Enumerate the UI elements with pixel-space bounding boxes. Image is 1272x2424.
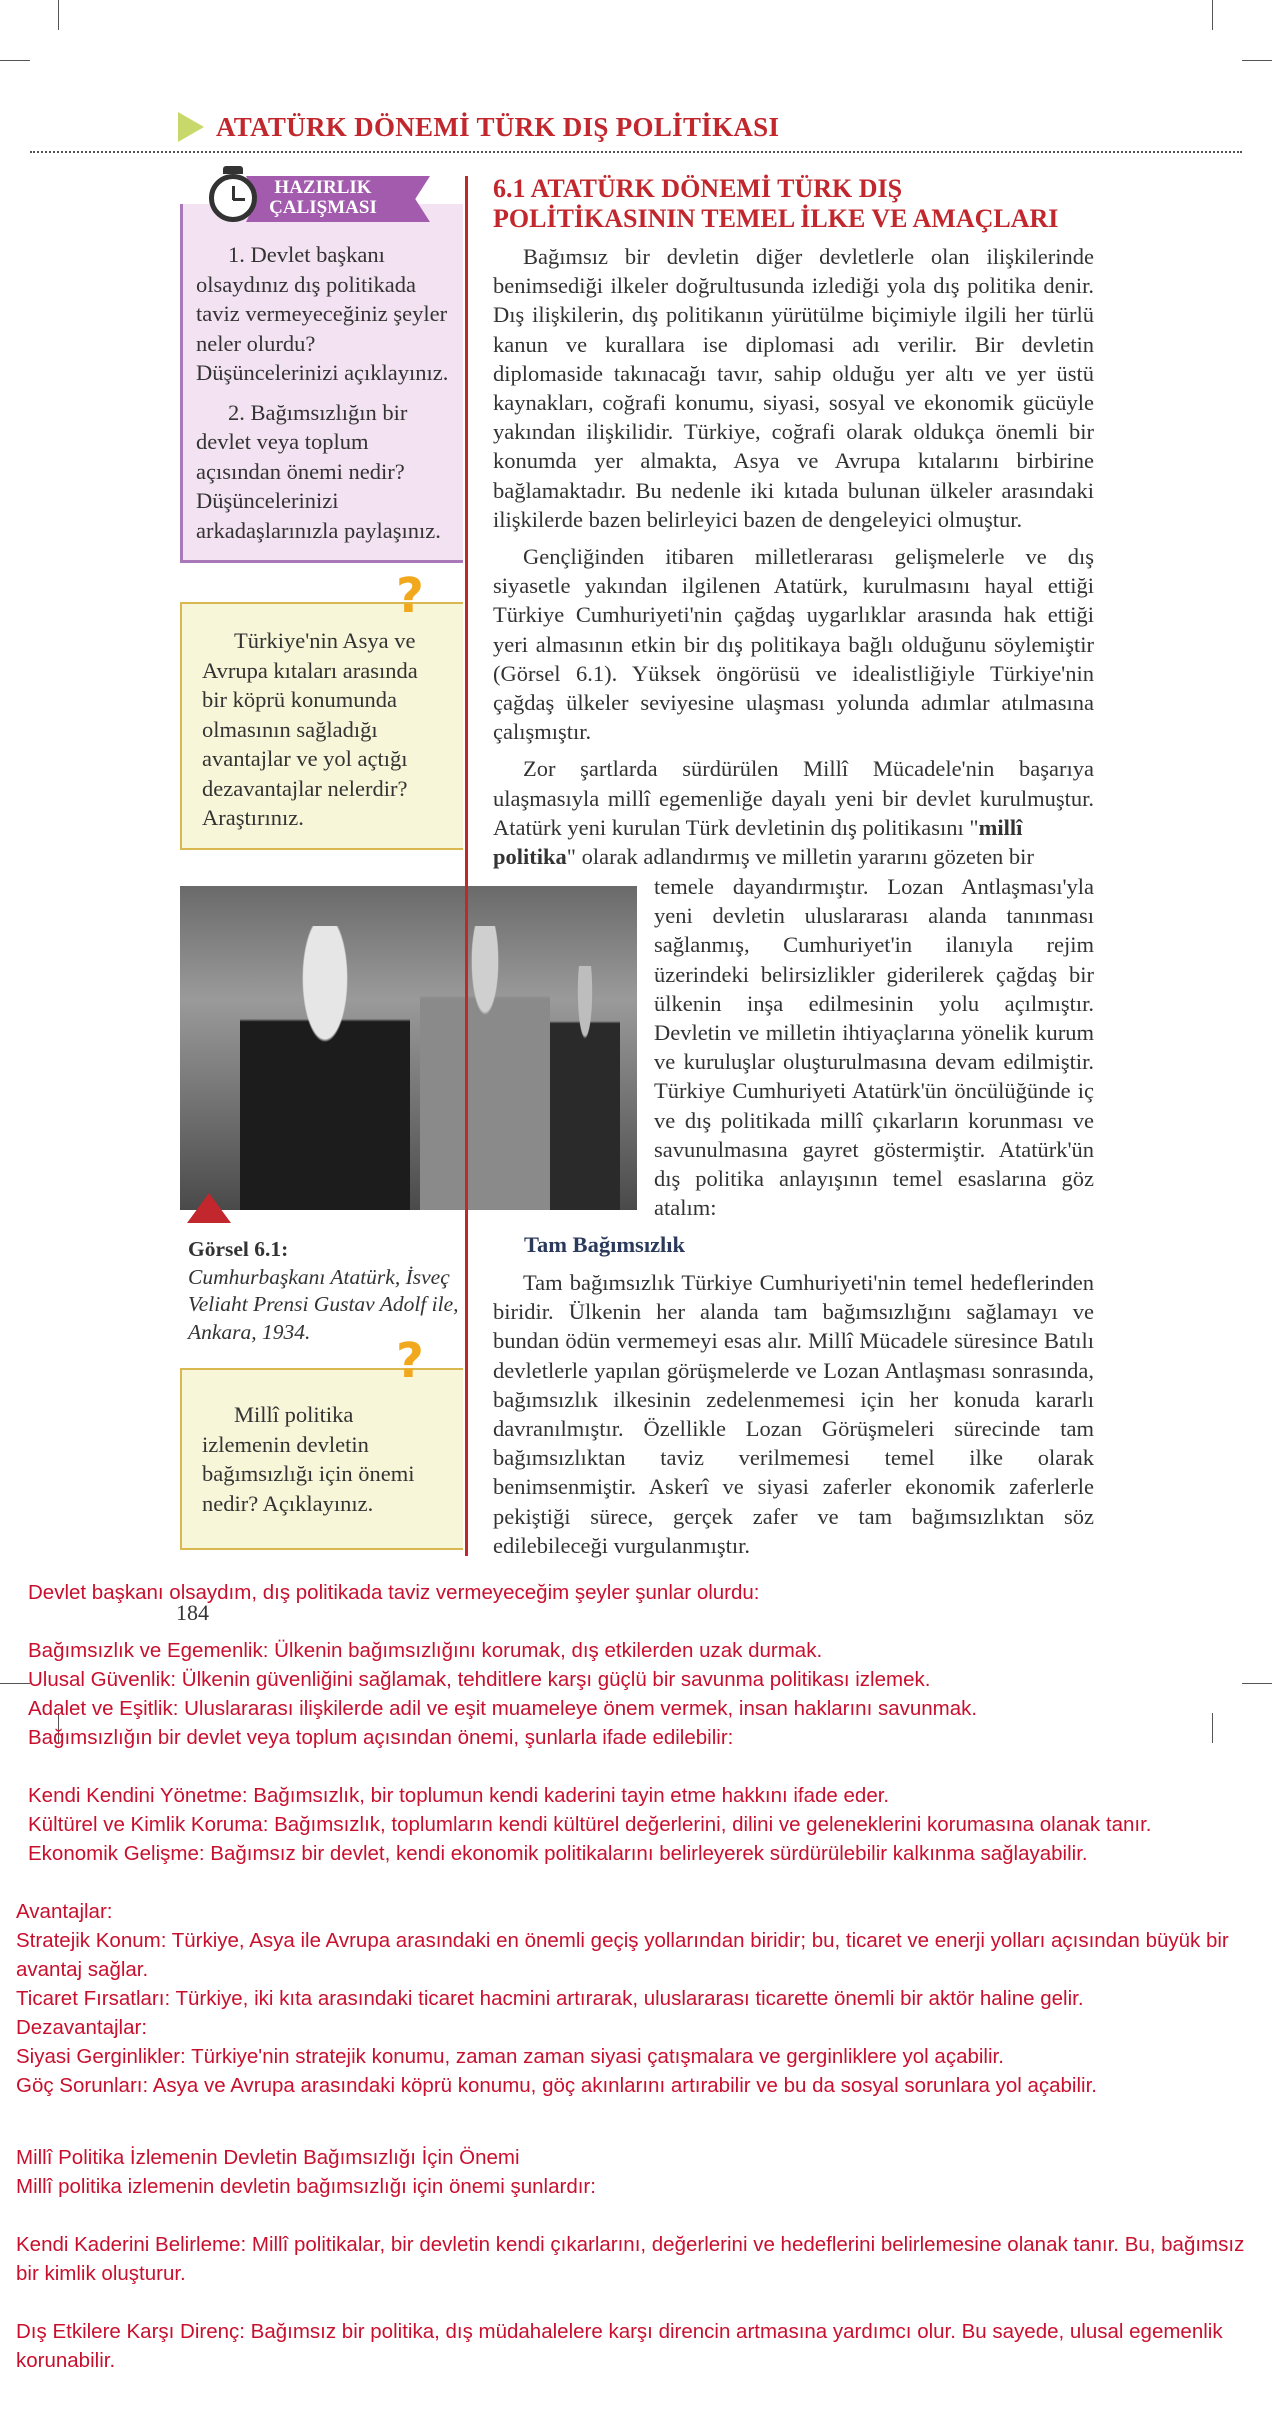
preparation-box [180, 204, 463, 563]
section-body-2 [493, 1268, 1094, 1568]
crop-mark [1242, 1683, 1272, 1684]
bold-term: millî [978, 814, 1023, 840]
paragraph: Tam bağımsızlık Türkiye Cumhuriyeti'nin temel hedeflerinden biridir. Ülkenin her alanda tam bağımsızlığını sağlamayı ve bundan ödün vermemeyi esas alır. Millî Mücadele süresince Batılı devletlerle yapılan görüşmelerde ve Lozan Antlaşması sonrasında, bağımsızlık ilkesinin zedelenmemesi için her konuda kararlı davranılmıştır. Özellikle Lozan Görüşmeleri sürecinde tam bağımsızlıktan taviz verilmemesi temel ilke olarak benimsenmiştir. Askerî ve siyasi zaferler ekonomik zaferlerle pekiştiği sürece, gerçek zafer ve tam bağımsızlıktan söz edilebileceği vurgulanmıştır. [493, 1270, 1094, 1558]
photo-figure-prince [420, 926, 550, 1210]
answer-line: Devlet başkanı olsaydım, dış politikada taviz vermeyeceğim şeyler şunlar olurdu: [28, 1581, 760, 1604]
answer-line: Bağımsızlık ve Egemenlik: Ülkenin bağımsızlığını korumak, dış etkilerden uzak durmak. [28, 1639, 823, 1662]
chapter-title: ATATÜRK DÖNEMİ TÜRK DIŞ POLİTİKASI [216, 112, 780, 142]
answer-line: Adalet ve Eşitlik: Uluslararası ilişkilerde adil ve eşit muameleye önem vermek, insan haklarını savunmak. [28, 1697, 978, 1720]
answer-line: Ulusal Güvenlik: Ülkenin güvenliğini sağlamak, tehditlere karşı güçlü bir savunma politikası izlemek. [28, 1668, 931, 1691]
clock-icon-bell [223, 166, 243, 174]
section-title-line-1: 6.1 ATATÜRK DÖNEMİ TÜRK DIŞ [493, 174, 903, 203]
figure-caption [188, 1236, 463, 1346]
answer-line: Siyasi Gerginlikler: Türkiye'nin stratejik konumu, zaman zaman siyasi çatışmalara ve gerginliklere yol açabilir. [16, 2045, 1004, 2068]
paragraph-part: " olarak adlandırmış ve milletin yararını gözeten bir [566, 844, 1034, 870]
prep-question-2: 2. Bağımsızlığın bir devlet veya toplum açısından önemi nedir? Düşüncelerinizi arkadaşlarınızla paylaşınız. [196, 399, 441, 543]
crop-mark [1212, 0, 1213, 30]
answer-line: Ticaret Fırsatları: Türkiye, iki kıta arasındaki ticaret hacmini artırarak, uluslararası ticarette önemli bir aktör haline gelir. [16, 1987, 1084, 2010]
question-mark-icon: ? [396, 1333, 424, 1389]
figure-6-1-photo [180, 886, 637, 1210]
photo-figure-officer [550, 966, 620, 1210]
figure-marker-icon [187, 1193, 231, 1223]
crop-mark [58, 0, 59, 30]
question-mark-icon: ? [396, 568, 424, 624]
paragraph-part: Zor şartlarda sürdürülen Millî Mücadele'nin başarıya ulaşmasıyla millî egemenliğe dayalı yeni bir devlet kurulmuştur. Atatürk yeni kurulan Türk devletinin dış politikasını " [493, 756, 1094, 840]
column-divider [465, 176, 468, 1556]
answer-line: Kültürel ve Kimlik Koruma: Bağımsızlık, toplumların kendi kültürel değerlerini, dilini ve geleneklerini korumasına olanak tanır. [28, 1813, 1152, 1836]
paragraph: Gençliğinden itibaren milletlerarası gelişmelerle ve dış siyasetle yakından ilgilenen Atatürk, kurulmasını hayal ettiği Türkiye Cumhuriyeti'nin çağdaş uygarlıklar arasında hak ettiği yeri almasının etkin bir dış politikaya bağlı olduğunu söylemiştir (Görsel 6.1). Yüksek öngörüsü ve idealistliğiyle Türkiye'nin çağdaş ülkeler seviyesine ulaşması yolunda adımlar atılmasına çalışmıştır. [493, 544, 1094, 745]
answer-line: Millî politika izlemenin devletin bağımsızlığı için önemi şunlardır: [16, 2175, 596, 2198]
answer-heading: Dezavantajlar: [16, 2016, 148, 2039]
crop-mark [1212, 1713, 1213, 1743]
answer-line: Kendi Kendini Yönetme: Bağımsızlık, bir toplumun kendi kaderini tayin etme hakkını ifade eder. [28, 1784, 890, 1807]
answer-line: Bağımsızlığın bir devlet veya toplum açısından önemi, şunlarla ifade edilebilir: [28, 1726, 734, 1749]
answer-line: Dış Etkilere Karşı Direnç: Bağımsız bir politika, dış müdahalelere karşı direncin artmasına yardımcı olur. Bu sayede, ulusal egemenlik korunabilir. [16, 2320, 1223, 2372]
discussion-box [180, 1368, 463, 1550]
research-box-text: Türkiye'nin Asya ve Avrupa kıtaları arasında bir köprü konumunda olmasının sağladığı avantajlar ve yol açtığı dezavantajlar nelerdir? Araştırınız. [202, 628, 418, 830]
prep-question-1: 1. Devlet başkanı olsaydınız dış politikada taviz vermeyeceğiniz şeyler neler olurdu? Düşüncelerinizi açıklayınız. [196, 242, 449, 385]
answer-heading: Millî Politika İzlemenin Devletin Bağımsızlığı İçin Önemi [16, 2146, 520, 2169]
preparation-badge-label: HAZIRLIK ÇALIŞMASI [269, 177, 377, 218]
crop-mark [1242, 60, 1272, 61]
figure-label: Görsel 6.1: [188, 1237, 289, 1261]
research-box [180, 602, 463, 850]
paragraph [493, 754, 1094, 871]
answer-heading: Avantajlar: [16, 1900, 113, 1923]
page-number: 184 [176, 1600, 209, 1625]
photo-figure-ataturk [240, 926, 410, 1210]
crop-mark [0, 1683, 30, 1684]
answer-line: Kendi Kaderini Belirleme: Millî politikalar, bir devletin kendi çıkarlarını, değerlerini ve hedeflerini belirlemesine olanak tanır. Bu, bağımsız bir kimlik oluşturur. [16, 2233, 1245, 2285]
crop-mark [0, 60, 30, 61]
clock-icon [209, 174, 257, 222]
discussion-box-text: Millî politika izlemenin devletin bağımsızlığı için önemi nedir? Açıklayınız. [202, 1402, 415, 1516]
answer-line: Stratejik Konum: Türkiye, Asya ile Avrupa arasındaki en önemli geçiş yollarından biridir; bu, ticaret ve enerji yolları açısından büyük bir avantaj sağlar. [16, 1929, 1229, 1981]
paragraph: Bağımsız bir devletin diğer devletlerle olan ilişkilerinde benimsediği ilkeler doğrultusunda izlediği yola dış politika denir. Dış ilişkilerin, dış politikanın yürütülme biçimiyle ilgili her türlü kanun ve kurallara ise diplomasi adı verilir. Bir devletin diplomaside takınacağı tavır, sahip olduğu yer altı ve yer üstü kaynakları, coğrafi konumu, siyasi, sosyal ve ekonomik gücüyle yakından ilişkilidir. Türkiye, coğrafi olarak oldukça önemli bir konumda yer almakta, Asya ve Avrupa kıtalarını birbirine bağlamaktadır. Bu nedenle iki kıtada bulunan ülkeler arasındaki ilişkilerde bazen belirleyici bazen de dengeleyici olmuştur. [493, 244, 1094, 532]
header-arrow-icon [178, 112, 204, 142]
answer-line: Ekonomik Gelişme: Bağımsız bir devlet, kendi ekonomik politikalarını belirleyerek sürdürülebilir kalkınma sağlayabilir. [28, 1842, 1088, 1865]
section-title-line-2: POLİTİKASININ TEMEL İLKE VE AMAÇLARI [493, 204, 1059, 233]
section-body [493, 242, 1094, 871]
paragraph-continued: temele dayandırmıştır. Lozan Antlaşması'yla yeni devletin uluslararası alanda tanınması sağlanmış, Cumhuriyet'in ilanıyla rejim üzerindeki belirsizlikler giderilerek çağdaş bir ülkenin inşa edilmesinin yolu açılmıştır. Devletin ve milletin ihtiyaçlarına yönelik kurum ve kuruluşlar oluşturulmasına devam edilmiştir. Türkiye Cumhuriyeti Atatürk'ün öncülüğünde iç ve dış politikada millî çıkarların korunması ve savunulmasına gayret göstermiştir. Atatürk'ün dış politika anlayışının temel esaslarına göz atalım: [654, 874, 1094, 1221]
subheading-tam-bagimsizlik: Tam Bağımsızlık [524, 1232, 686, 1257]
bold-term: politika [493, 844, 567, 870]
header-divider [30, 151, 1242, 153]
figure-caption-text: Cumhurbaşkanı Atatürk, İsveç Veliaht Prensi Gustav Adolf ile, Ankara, 1934. [188, 1264, 459, 1344]
answer-line: Göç Sorunları: Asya ve Avrupa arasındaki köprü konumu, göç akınlarını artırabilir ve bu da sosyal sorunlara yol açabilir. [16, 2074, 1097, 2097]
section-title [493, 174, 1058, 234]
